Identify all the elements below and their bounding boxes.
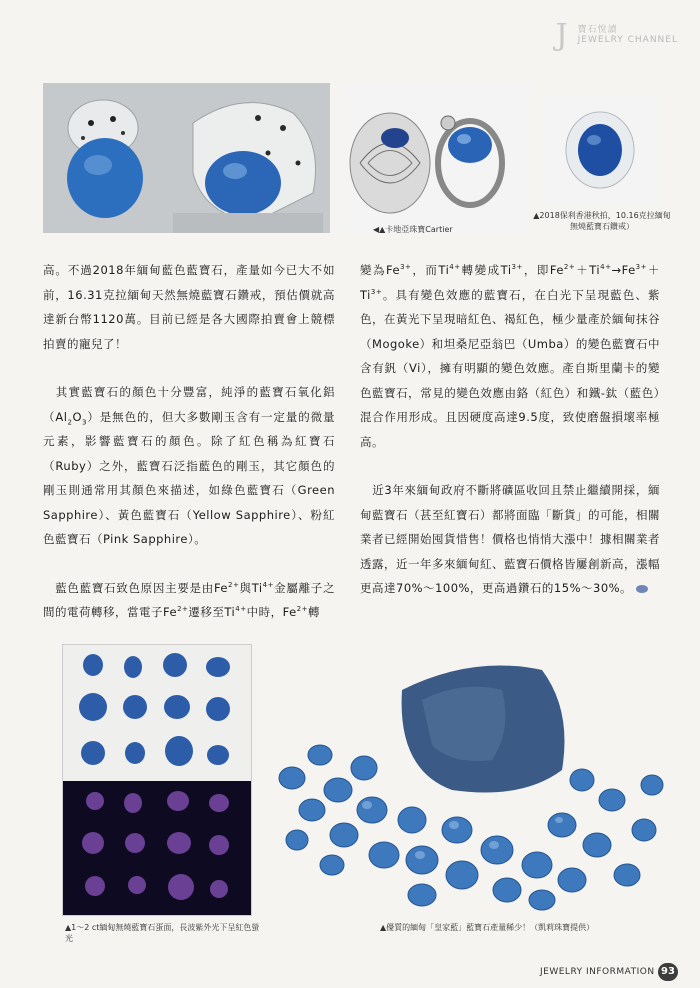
section-header: J 寶石悅讀 JEWELRY CHANNEL <box>555 18 678 53</box>
caption-royal-blue: ▲優質的緬甸「皇家藍」藍寶石產量稀少！（凱莉珠寶提供） <box>380 923 595 932</box>
footer-label: JEWELRY INFORMATION <box>540 967 655 977</box>
uv-fluorescence-photo <box>63 781 251 915</box>
paragraph: 近3年來緬甸政府不斷將礦區收回且禁止繼續開採，緬甸藍寶石（甚至紅寶石）都將面臨「斷貨」的可能，相關業者已經開始囤貨惜售！價格也悄悄大漲中！據相關業者透露，近一年多來緬甸紅、藍寶石價格皆屢創新高，漲幅更高達70%～100%，更高過鑽石的15%～30%。 <box>360 483 660 595</box>
caption-cabochons: ▲1～2 ct緬甸無燒藍寶石蛋面，長波紫外光下呈紅色螢光 <box>65 923 260 943</box>
page-number: 93 <box>658 963 678 981</box>
text-column-right <box>360 258 660 601</box>
header-cn: 寶石悅讀 <box>577 25 618 35</box>
cabochon-grid-photo <box>62 644 252 916</box>
paragraph: 變為$Fe^{3+}$，而$Ti^{4+}$轉變成$Ti^{3+}$，即$Fe^{2+}+Ti^{4+}\to Fe^{3+}+Ti^{3+}$。具有變色效應的藍寶石，在白光下呈現藍色、紫色，在黃光下呈現暗紅色、褐紅色，極少量產於緬甸抹谷（Mogoke）和坦桑尼亞翁巴（Umba）的變色藍寶石中含有釩（Vi），擁有明顯的變色效應。產自斯里蘭卡的變色藍寶石，常見的變色效應由鉻（紅色）和鐵-鈦（藍色）混合作用形成。且因硬度高達9.5度，致使磨盤損壞率極高。 <box>360 263 661 449</box>
paragraph: 藍色藍寶石致色原因主要是由$Fe^{2+}$與$Ti^{4+}$金屬離子之間的電荷轉移，當電子$Fe^{2+}$遷移至$Ti^{4+}$中時，$Fe^{2+}$轉 <box>43 580 336 619</box>
cartier-rings-photo <box>340 83 530 233</box>
end-mark-icon <box>636 585 648 593</box>
sapphire-pile-photo <box>272 650 672 915</box>
halo-ring-photo <box>540 95 660 205</box>
caption-poly: ▲2018保利香港秋拍，10.16克拉緬甸無燒藍寶石鑽戒） <box>533 211 671 231</box>
caption-cartier: ◀▲卡地亞珠寶Cartier <box>373 225 453 234</box>
panther-jewelry-photo <box>43 83 330 233</box>
text-column-left <box>43 258 335 625</box>
header-en: JEWELRY CHANNEL <box>577 35 678 45</box>
paragraph: 其實藍寶石的顏色十分豐富，純淨的藍寶石氧化鋁$(Al_2O_3)$是無色的，但大多數剛玉含有一定量的微量元素，影響藍寶石的顏色。除了紅色稱為紅寶石（Ruby）之外，藍寶石泛指藍色的剛玉，其它顏色的剛玉則通常用其顏色來描述，如綠色藍寶石（Green Sapphire）、黃色藍寶石（Yellow Sapphire）、粉紅色藍寶石（Pink Sapphire）。 <box>43 385 336 546</box>
paragraph: 高。不過2018年緬甸藍色藍寶石，產量如今已大不如前，16.31克拉緬甸天然無燒藍寶石鑽戒，預估價就高達新台幣1120萬。目前已經是各大國際拍賣會上競標拍賣的寵兒了！ <box>43 263 335 351</box>
